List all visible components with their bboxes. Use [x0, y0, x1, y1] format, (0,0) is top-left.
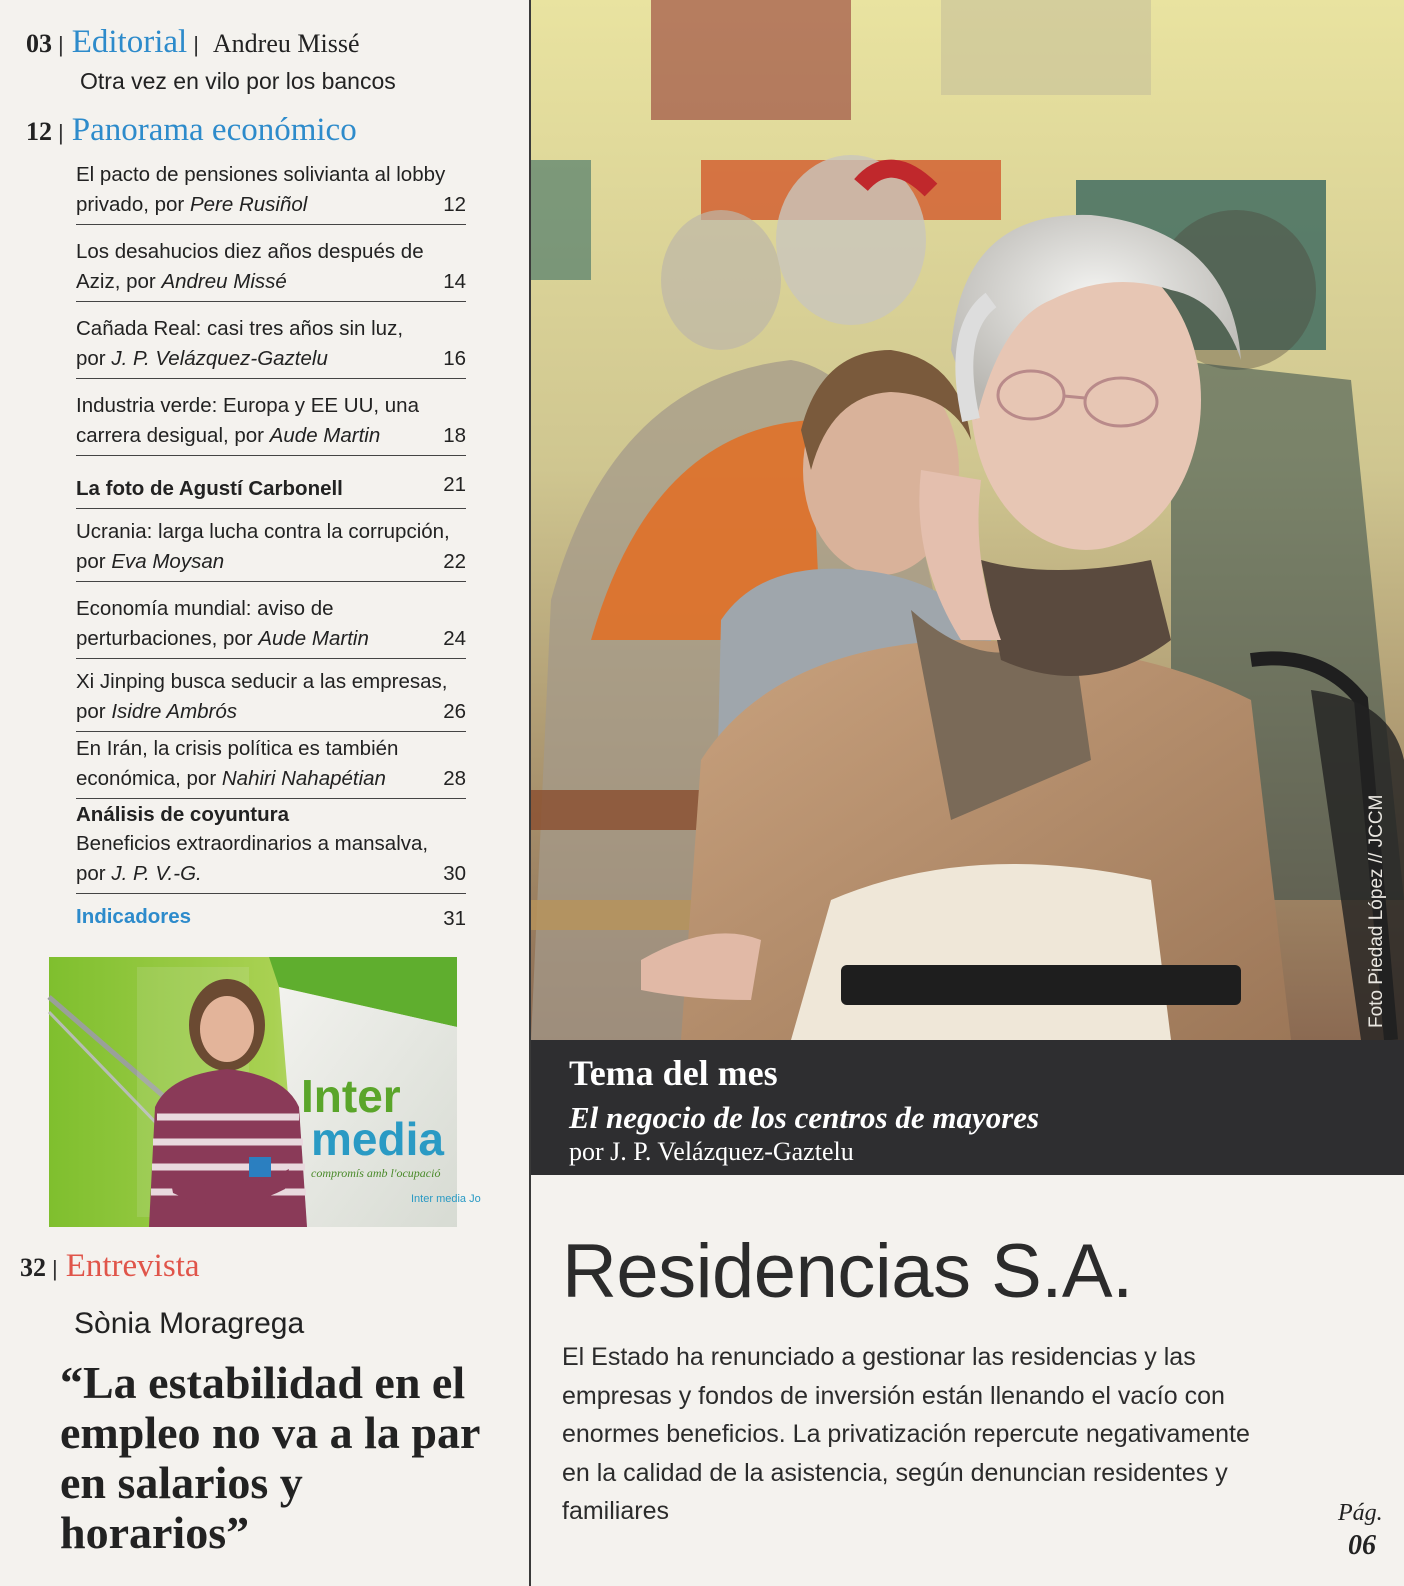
entrevista-section-name[interactable]: Entrevista [65, 1248, 200, 1284]
interviewee-name: Sònia Moragrega [74, 1307, 305, 1340]
toc-item[interactable]: Los desahucios diez años después de Aziz, por Andreu Missé 14 [76, 235, 466, 302]
editorial-subtitle[interactable]: Otra vez en vilo por los bancos [80, 68, 396, 94]
editorial-section-name[interactable]: Editorial [71, 24, 188, 60]
contents-column [0, 0, 530, 1586]
main-deck: El Estado ha renunciado a gestionar las residencias y las empresas y fondos de inversión están llenando el vacío con enormes beneficios. La privatización repercute negativamente en la calidad de la asistencia, según denuncian residentes y familiares [562, 1343, 1250, 1525]
toc-item-author: Pere Rusiñol [189, 193, 308, 216]
page-reference-label: Pág. [1338, 1500, 1383, 1526]
tema-author: por J. P. Velázquez-Gaztelu [569, 1137, 854, 1166]
toc-item-kicker: Análisis de coyuntura [76, 803, 290, 826]
toc-item[interactable]: Xi Jinping busca seducir a las empresas, por Isidre Ambrós 26 [76, 665, 466, 732]
panorama-section-name[interactable]: Panorama económico [71, 112, 357, 148]
toc-item[interactable]: En Irán, la crisis política es también económica, por Nahiri Nahapétian 28 [76, 732, 466, 799]
entrevista-header: 32 | Entrevista [20, 1248, 200, 1284]
toc-item[interactable]: Economía mundial: aviso de perturbaciones, por Aude Martin 24 [76, 592, 466, 659]
tema-del-mes-banner[interactable] [531, 1040, 1404, 1175]
interview-photo [49, 957, 481, 1227]
editorial-page-number: 03 [26, 29, 52, 58]
cover-photo-residents [531, 0, 1404, 1040]
sign-text-media: media [311, 1113, 444, 1165]
table-of-contents [76, 158, 466, 936]
interview-photo-illustration [49, 957, 481, 1227]
toc-item-coyuntura[interactable]: Análisis de coyuntura Beneficios extraordinarios a mansalva, por J. P. V.-G. 30 [76, 799, 466, 894]
panorama-header: 12 | Panorama económico [26, 112, 357, 148]
tema-title: El negocio de los centros de mayores [569, 1100, 1040, 1135]
interview-pull-quote[interactable]: “La estabilidad en el empleo no va a la par en salarios y horarios” [60, 1357, 480, 1558]
entrevista-page-number: 32 [20, 1253, 46, 1282]
toc-item-title: El pacto de pensiones solivianta al lobby [76, 163, 446, 186]
sign-tagline: compromís amb l'ocupació [311, 1166, 441, 1180]
main-headline[interactable]: Residencias S.A. [562, 1229, 1133, 1314]
toc-item[interactable]: Ucrania: larga lucha contra la corrupción, por Eva Moysan 22 [76, 515, 466, 582]
toc-item[interactable]: Cañada Real: casi tres años sin luz, por J. P. Velázquez-Gaztelu 16 [76, 312, 466, 379]
toc-item-indicadores[interactable]: Indicadores 31 [76, 905, 466, 930]
editorial-header: 03 | Editorial | Andreu Missé [26, 24, 360, 60]
toc-item[interactable]: Industria verde: Europa y EE UU, una carrera desigual, por Aude Martin 18 [76, 389, 466, 456]
editorial-author: Andreu Missé [212, 29, 360, 58]
sign-small-text: Inter media Jo [411, 1193, 481, 1205]
toc-item[interactable]: El pacto de pensiones solivianta al lobby privado, por Pere Rusiñol 12 [76, 158, 466, 225]
tema-label: Tema del mes [569, 1053, 778, 1093]
panorama-page-number: 12 [26, 117, 52, 146]
toc-item-page: 12 [443, 193, 466, 216]
sign-text-inter: Inter [301, 1070, 401, 1122]
page-reference-number[interactable]: 06 [1348, 1530, 1376, 1561]
photo-credit: Foto Piedad López // JCCM [1366, 794, 1387, 1028]
toc-item-photo-feature[interactable]: La foto de Agustí Carbonell 21 [76, 466, 466, 509]
residence-photo-illustration [531, 0, 1404, 1040]
